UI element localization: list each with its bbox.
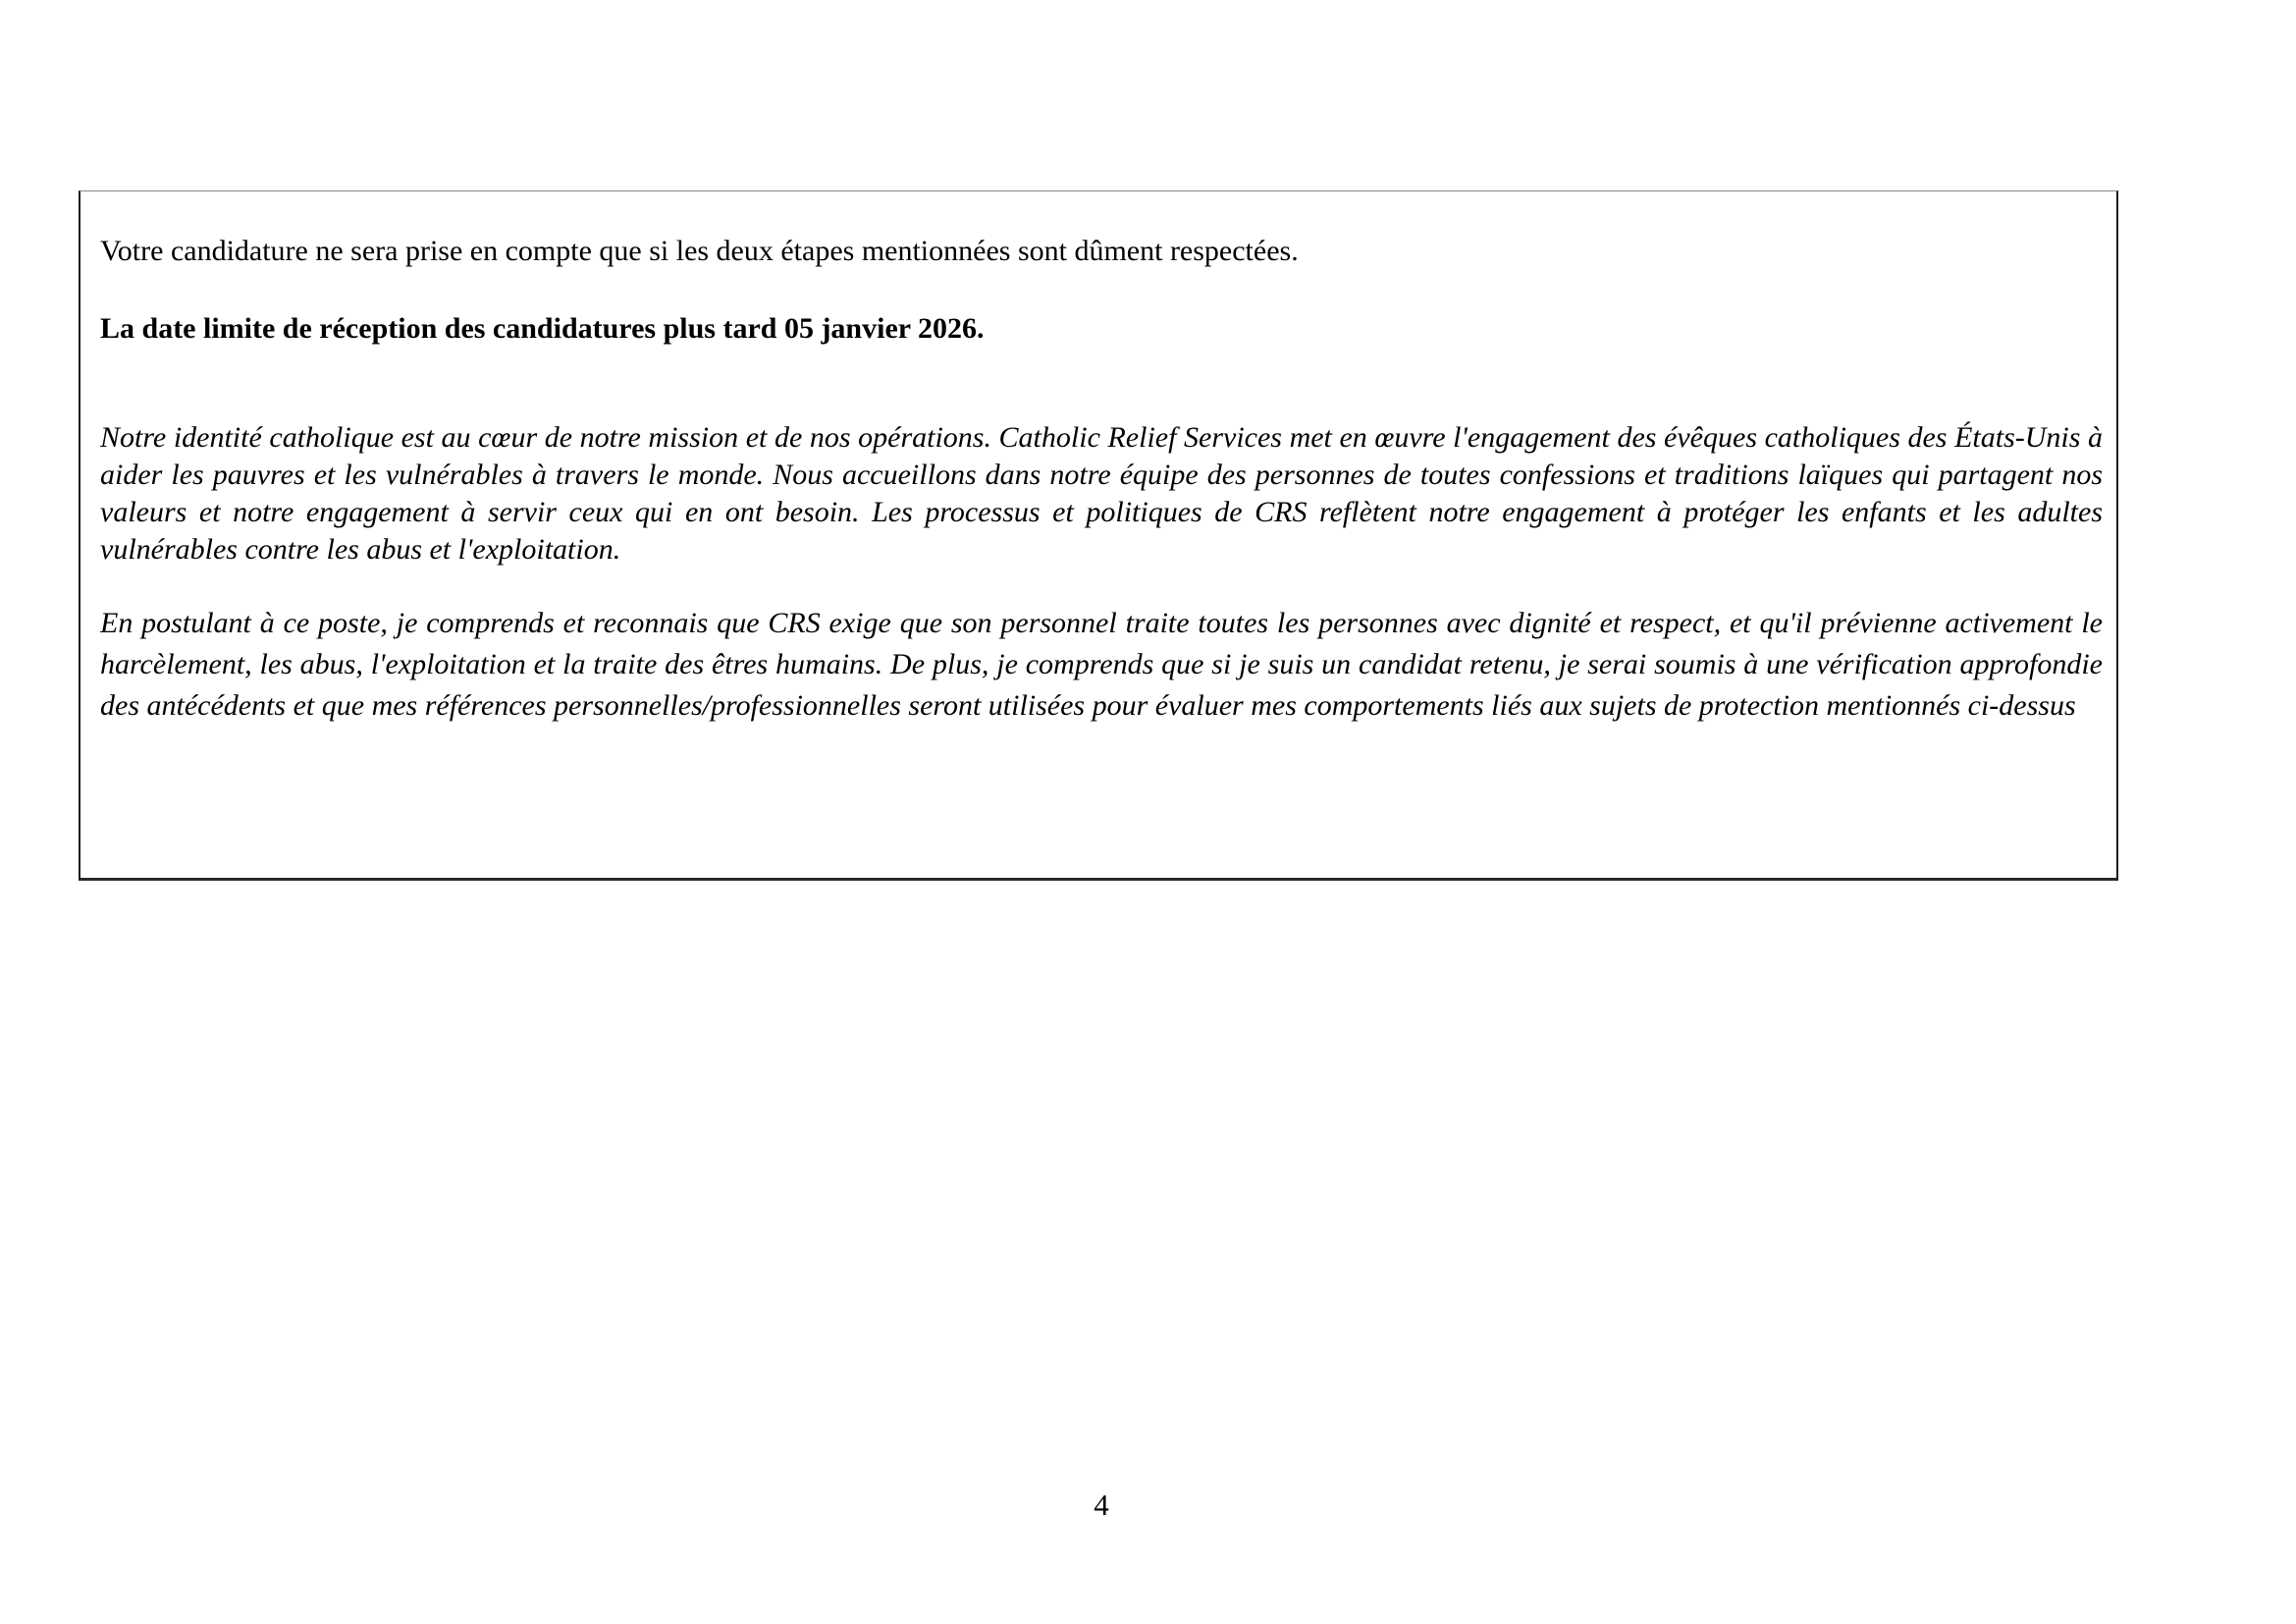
page-number: 4 [1094, 1488, 1109, 1522]
catholic-identity-paragraph: Notre identité catholique est au cœur de notre mission et de nos opérations. Catholic Relief Services met en œuvre l'engagement des évêques catholiques des États-Unis à aider les pauvres et les vulnérables à travers le monde. Nous accueillons dans notre équipe des personnes de toutes confessions et traditions laïques qui partagent nos valeurs et notre engagement à servir ceux qui en ont besoin. Les processus et politiques de CRS reflètent notre engagement à protéger les enfants et les adultes vulnérables contre les abus et l'exploitation. [100, 421, 2103, 566]
application-instruction-text: Votre candidature ne sera prise en compte que si les deux étapes mentionnées sont dûment respectées. [100, 235, 1299, 267]
safeguarding-commitment-paragraph: En postulant à ce poste, je comprends et reconnais que CRS exige que son personnel traite toutes les personnes avec dignité et respect, et qu'il prévienne activement le harcèlement, les abus, l'exploitation et la traite des êtres humains. De plus, je comprends que si je suis un candidat retenu, je serai soumis à une vérification approfondie des antécédents et que mes références personnelles/professionnelles seront utilisées pour évaluer mes comportements liés aux sujets de protection mentionnés ci-dessus [100, 607, 2103, 722]
application-deadline-text: La date limite de réception des candidatures plus tard 05 janvier 2026. [100, 312, 985, 345]
notice-box [79, 190, 2118, 881]
